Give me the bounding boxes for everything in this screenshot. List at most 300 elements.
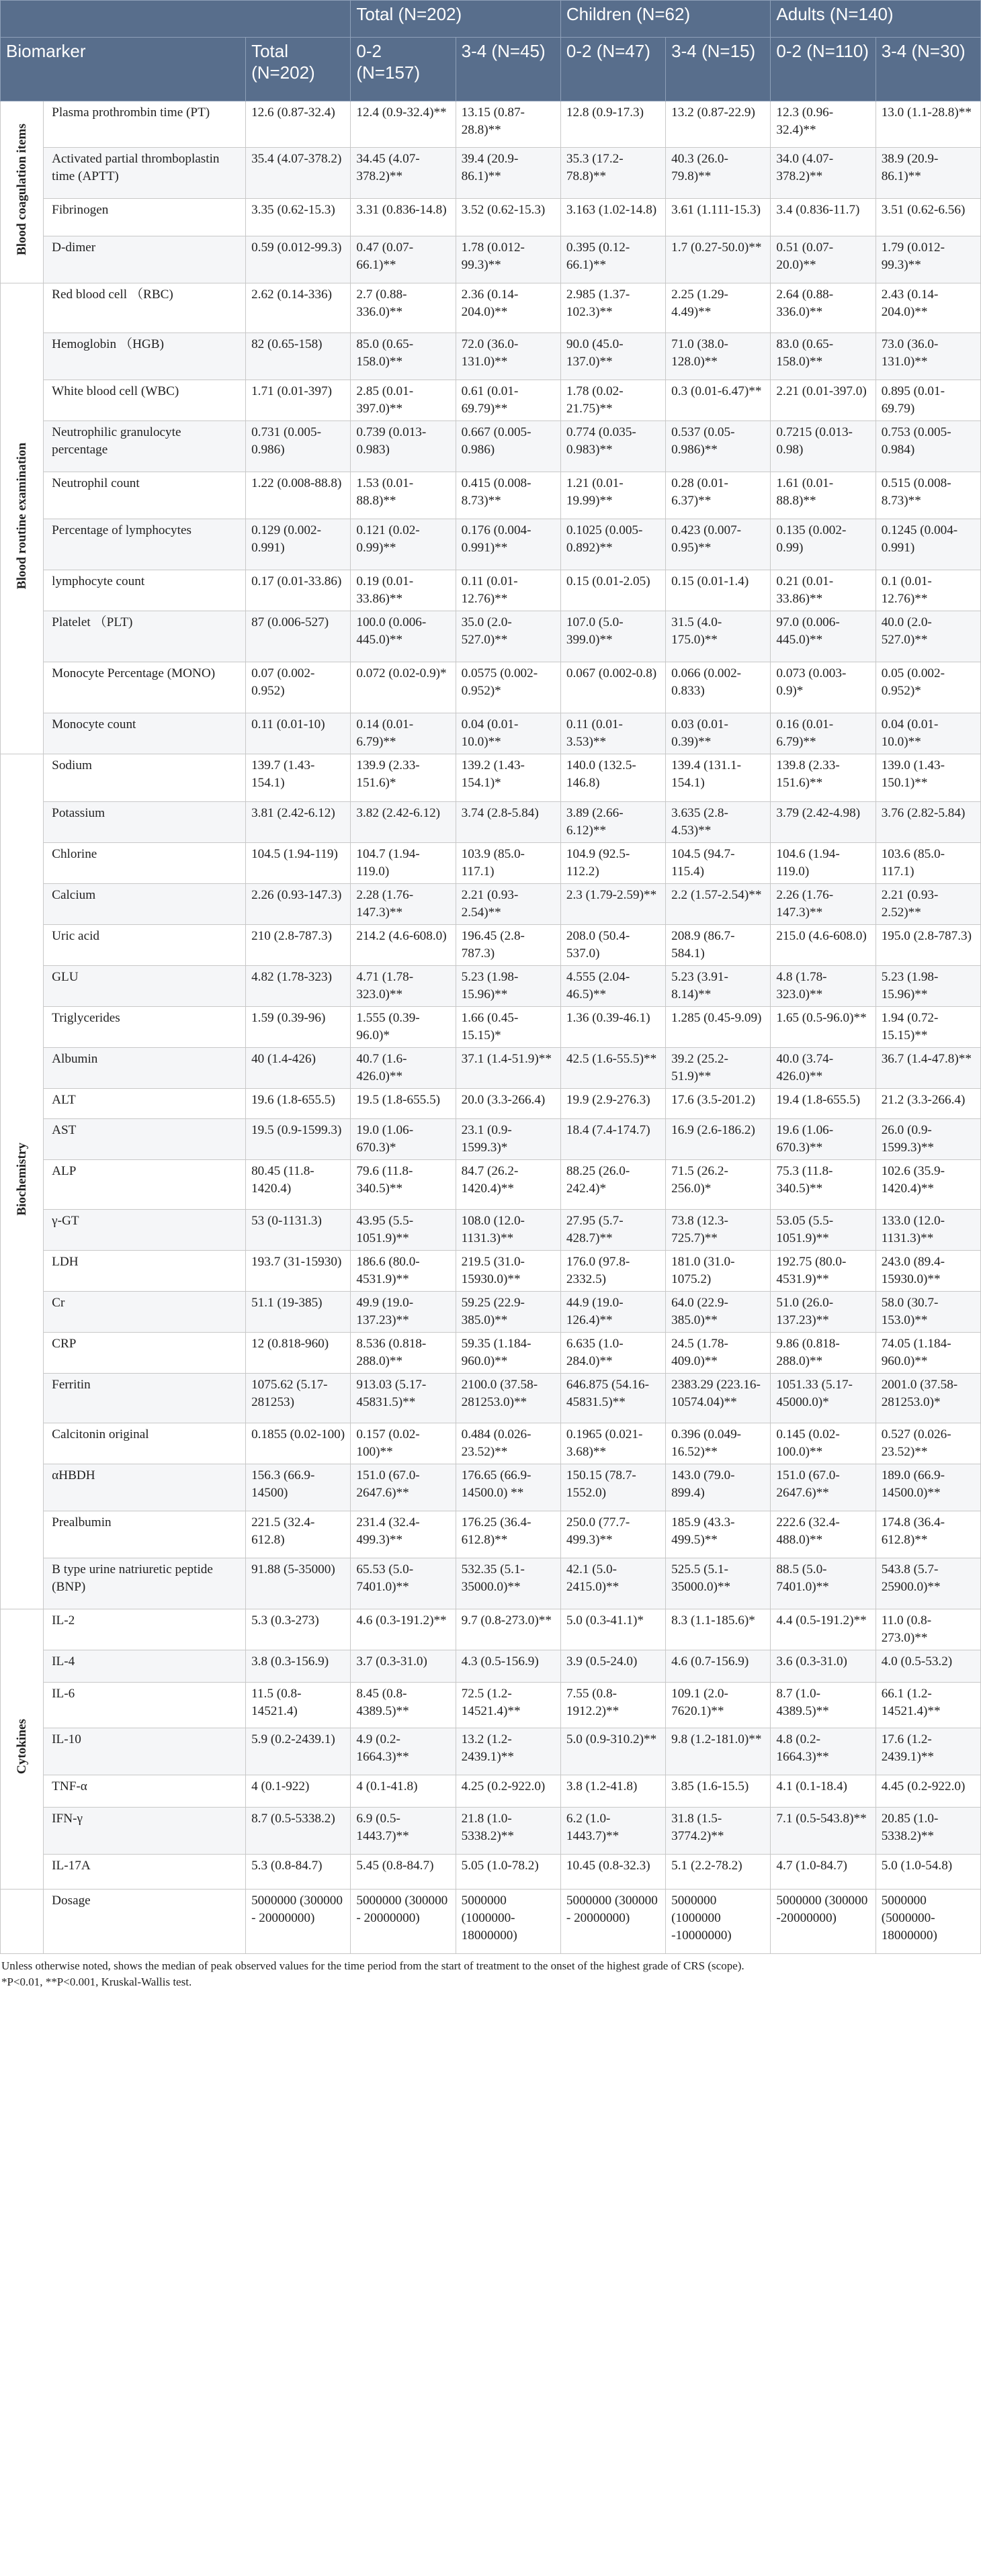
value-cell: 84.7 (26.2-1420.4)** [456,1160,560,1210]
value-cell: 0.667 (0.005-0.986) [456,421,560,472]
biomarker-name: IL-4 [44,1650,246,1683]
value-cell: 19.5 (0.9-1599.3) [246,1119,351,1160]
dosage-group-cell [1,1890,44,1954]
value-cell: 102.6 (35.9-1420.4)** [876,1160,980,1210]
value-cell: 51.1 (19-385) [246,1292,351,1333]
value-cell: 1.66 (0.45-15.15)* [456,1007,560,1048]
value-cell: 2.28 (1.76-147.3)** [351,884,456,925]
value-cell: 139.9 (2.33-151.6)* [351,754,456,802]
biomarker-name: Ferritin [44,1374,246,1423]
value-cell: 0.527 (0.026-23.52)** [876,1423,980,1464]
biomarker-name: D-dimer [44,236,246,283]
biomarker-name: Triglycerides [44,1007,246,1048]
group-label: Cytokines [14,1718,29,1775]
value-cell: 156.3 (66.9-14500) [246,1464,351,1511]
value-cell: 40.0 (2.0-527.0)** [876,611,980,662]
value-cell: 13.2 (1.2-2439.1)** [456,1728,560,1775]
value-cell: 66.1 (1.2-14521.4)** [876,1683,980,1728]
value-cell: 143.0 (79.0-899.4) [666,1464,771,1511]
value-cell: 104.5 (94.7-115.4) [666,843,771,884]
value-cell: 2.62 (0.14-336) [246,283,351,333]
table-row [1,199,981,236]
biomarker-name: Plasma prothrombin time (PT) [44,101,246,148]
value-cell: 0.739 (0.013-0.983) [351,421,456,472]
value-cell: 0.11 (0.01-10) [246,713,351,754]
value-cell: 3.51 (0.62-6.56) [876,199,980,236]
value-cell: 0.731 (0.005-0.986) [246,421,351,472]
value-cell: 139.4 (131.1-154.1) [666,754,771,802]
value-cell: 0.28 (0.01-6.37)** [666,472,771,519]
table-row [1,283,981,333]
value-cell: 250.0 (77.7-499.3)** [560,1511,665,1558]
value-cell: 53.05 (5.5-1051.9)** [771,1210,876,1251]
value-cell: 3.7 (0.3-31.0) [351,1650,456,1683]
value-cell: 19.4 (1.8-655.5) [771,1089,876,1119]
table-row [1,333,981,380]
value-cell: 1.78 (0.012-99.3)** [456,236,560,283]
dosage-value-cell: 5000000 (1000000-18000000) [456,1890,560,1954]
value-cell: 49.9 (19.0-137.23)** [351,1292,456,1333]
value-cell: 35.4 (4.07-378.2) [246,148,351,199]
value-cell: 20.0 (3.3-266.4) [456,1089,560,1119]
table-row [1,713,981,754]
value-cell: 103.6 (85.0-117.1) [876,843,980,884]
value-cell: 139.0 (1.43-150.1)** [876,754,980,802]
value-cell: 40 (1.4-426) [246,1048,351,1089]
value-cell: 176.0 (97.8-2332.5) [560,1251,665,1292]
value-cell: 2.985 (1.37-102.3)** [560,283,665,333]
value-cell: 3.79 (2.42-4.98) [771,802,876,843]
value-cell: 0.176 (0.004-0.991)** [456,519,560,570]
header-total-group: Total (N=202) [351,1,561,38]
value-cell: 189.0 (66.9-14500.0)** [876,1464,980,1511]
biomarker-name: ALT [44,1089,246,1119]
value-cell: 5.23 (3.91-8.14)** [666,966,771,1007]
value-cell: 0.0575 (0.002-0.952)* [456,662,560,713]
value-cell: 1.78 (0.02-21.75)** [560,380,665,421]
table-body [1,101,981,1954]
value-cell: 0.47 (0.07-66.1)** [351,236,456,283]
value-cell: 243.0 (89.4-15930.0)** [876,1251,980,1292]
biomarker-name: IL-17A [44,1855,246,1890]
value-cell: 8.7 (1.0-4389.5)** [771,1683,876,1728]
header-adults-group: Adults (N=140) [771,1,981,38]
value-cell: 3.61 (1.111-15.3) [666,199,771,236]
value-cell: 2.7 (0.88-336.0)** [351,283,456,333]
value-cell: 91.88 (5-35000) [246,1558,351,1609]
value-cell: 1.65 (0.5-96.0)** [771,1007,876,1048]
value-cell: 0.15 (0.01-1.4) [666,570,771,611]
biomarker-name: Percentage of lymphocytes [44,519,246,570]
value-cell: 1.79 (0.012-99.3)** [876,236,980,283]
value-cell: 4.82 (1.78-323) [246,966,351,1007]
value-cell: 4.25 (0.2-922.0) [456,1775,560,1808]
value-cell: 0.066 (0.002-0.833) [666,662,771,713]
value-cell: 34.0 (4.07-378.2)** [771,148,876,199]
value-cell: 0.51 (0.07-20.0)** [771,236,876,283]
value-cell: 12.8 (0.9-17.3) [560,101,665,148]
table-row [1,1007,981,1048]
value-cell: 0.396 (0.049-16.52)** [666,1423,771,1464]
value-cell: 0.145 (0.02-100.0)** [771,1423,876,1464]
value-cell: 133.0 (12.0-1131.3)** [876,1210,980,1251]
biomarker-name: Neutrophil count [44,472,246,519]
value-cell: 17.6 (1.2-2439.1)** [876,1728,980,1775]
value-cell: 1.94 (0.72-15.15)** [876,1007,980,1048]
value-cell: 4.9 (0.2-1664.3)** [351,1728,456,1775]
value-cell: 17.6 (3.5-201.2) [666,1089,771,1119]
biomarker-name: White blood cell (WBC) [44,380,246,421]
value-cell: 104.5 (1.94-119) [246,843,351,884]
biomarker-name: Prealbumin [44,1511,246,1558]
value-cell: 3.8 (1.2-41.8) [560,1775,665,1808]
value-cell: 4 (0.1-922) [246,1775,351,1808]
table-row [1,1119,981,1160]
value-cell: 195.0 (2.8-787.3) [876,925,980,966]
value-cell: 72.0 (36.0-131.0)** [456,333,560,380]
value-cell: 532.35 (5.1-35000.0)** [456,1558,560,1609]
value-cell: 0.59 (0.012-99.3) [246,236,351,283]
value-cell: 18.4 (7.4-174.7) [560,1119,665,1160]
header-col-children-0-2: 0-2 (N=47) [560,38,665,101]
value-cell: 2.85 (0.01-397.0)** [351,380,456,421]
value-cell: 79.6 (11.8-340.5)** [351,1160,456,1210]
value-cell: 4.3 (0.5-156.9) [456,1650,560,1683]
value-cell: 0.072 (0.02-0.9)* [351,662,456,713]
dosage-row [1,1890,981,1954]
value-cell: 0.07 (0.002-0.952) [246,662,351,713]
value-cell: 0.7215 (0.013-0.98) [771,421,876,472]
value-cell: 0.067 (0.002-0.8) [560,662,665,713]
value-cell: 82 (0.65-158) [246,333,351,380]
value-cell: 9.7 (0.8-273.0)** [456,1609,560,1650]
value-cell: 192.75 (80.0-4531.9)** [771,1251,876,1292]
value-cell: 21.2 (3.3-266.4) [876,1089,980,1119]
biomarker-name: Cr [44,1292,246,1333]
table-row [1,1464,981,1511]
value-cell: 53 (0-1131.3) [246,1210,351,1251]
value-cell: 44.9 (19.0-126.4)** [560,1292,665,1333]
biomarker-name: Fibrinogen [44,199,246,236]
value-cell: 12.6 (0.87-32.4) [246,101,351,148]
value-cell: 196.45 (2.8-787.3) [456,925,560,966]
value-cell: 210 (2.8-787.3) [246,925,351,966]
value-cell: 58.0 (30.7-153.0)** [876,1292,980,1333]
value-cell: 19.6 (1.06-670.3)** [771,1119,876,1160]
value-cell: 13.2 (0.87-22.9) [666,101,771,148]
value-cell: 5.45 (0.8-84.7) [351,1855,456,1890]
value-cell: 5.23 (1.98-15.96)** [876,966,980,1007]
value-cell: 4.1 (0.1-18.4) [771,1775,876,1808]
value-cell: 150.15 (78.7-1552.0) [560,1464,665,1511]
header-col-total: Total (N=202) [246,38,351,101]
table-row [1,611,981,662]
value-cell: 4.0 (0.5-53.2) [876,1650,980,1683]
value-cell: 104.6 (1.94-119.0) [771,843,876,884]
value-cell: 0.1965 (0.021-3.68)** [560,1423,665,1464]
value-cell: 40.3 (26.0-79.8)** [666,148,771,199]
table-row [1,1423,981,1464]
header-col-adults-3-4: 3-4 (N=30) [876,38,980,101]
value-cell: 34.45 (4.07-378.2)** [351,148,456,199]
group-label-cell [1,101,44,283]
value-cell: 140.0 (132.5-146.8) [560,754,665,802]
value-cell: 107.0 (5.0-399.0)** [560,611,665,662]
biomarker-name: AST [44,1119,246,1160]
value-cell: 3.76 (2.82-5.84) [876,802,980,843]
value-cell: 43.95 (5.5-1051.9)** [351,1210,456,1251]
group-label: Blood routine examination [14,442,29,590]
value-cell: 2.3 (1.79-2.59)** [560,884,665,925]
value-cell: 40.0 (3.74-426.0)** [771,1048,876,1089]
dosage-value-cell: 5000000 (300000 - 20000000) [351,1890,456,1954]
table-row [1,802,981,843]
value-cell: 6.2 (1.0-1443.7)** [560,1808,665,1855]
value-cell: 90.0 (45.0-137.0)** [560,333,665,380]
value-cell: 176.65 (66.9-14500.0) ** [456,1464,560,1511]
value-cell: 0.04 (0.01-10.0)** [456,713,560,754]
table-row [1,1292,981,1333]
biomarker-name: αHBDH [44,1464,246,1511]
biomarker-name: IL-2 [44,1609,246,1650]
value-cell: 3.35 (0.62-15.3) [246,199,351,236]
value-cell: 10.45 (0.8-32.3) [560,1855,665,1890]
value-cell: 139.8 (2.33-151.6)** [771,754,876,802]
value-cell: 4.8 (0.2-1664.3)** [771,1728,876,1775]
value-cell: 0.11 (0.01-12.76)** [456,570,560,611]
value-cell: 19.6 (1.8-655.5) [246,1089,351,1119]
value-cell: 39.4 (20.9-86.1)** [456,148,560,199]
value-cell: 139.7 (1.43-154.1) [246,754,351,802]
biomarker-name: LDH [44,1251,246,1292]
value-cell: 2.43 (0.14-204.0)** [876,283,980,333]
table-row [1,754,981,802]
table-row [1,1160,981,1210]
value-cell: 0.423 (0.007-0.95)** [666,519,771,570]
value-cell: 4.71 (1.78-323.0)** [351,966,456,1007]
table-row [1,662,981,713]
value-cell: 0.14 (0.01-6.79)** [351,713,456,754]
value-cell: 185.9 (43.3-499.5)** [666,1511,771,1558]
value-cell: 24.5 (1.78-409.0)** [666,1333,771,1374]
value-cell: 221.5 (32.4-612.8) [246,1511,351,1558]
value-cell: 151.0 (67.0-2647.6)** [771,1464,876,1511]
biomarker-name: GLU [44,966,246,1007]
value-cell: 109.1 (2.0-7620.1)** [666,1683,771,1728]
value-cell: 12.3 (0.96-32.4)** [771,101,876,148]
value-cell: 3.89 (2.66-6.12)** [560,802,665,843]
value-cell: 0.415 (0.008-8.73)** [456,472,560,519]
value-cell: 0.16 (0.01-6.79)** [771,713,876,754]
value-cell: 3.6 (0.3-31.0) [771,1650,876,1683]
value-cell: 176.25 (36.4-612.8)** [456,1511,560,1558]
value-cell: 4.4 (0.5-191.2)** [771,1609,876,1650]
value-cell: 108.0 (12.0-1131.3)** [456,1210,560,1251]
biomarker-name: Red blood cell （RBC) [44,283,246,333]
table-row [1,1855,981,1890]
biomarker-name: IL-10 [44,1728,246,1775]
biomarker-name: lymphocyte count [44,570,246,611]
biomarker-name: Chlorine [44,843,246,884]
value-cell: 59.25 (22.9-385.0)** [456,1292,560,1333]
value-cell: 8.3 (1.1-185.6)* [666,1609,771,1650]
value-cell: 3.163 (1.02-14.8) [560,199,665,236]
value-cell: 0.135 (0.002-0.99) [771,519,876,570]
value-cell: 37.1 (1.4-51.9)** [456,1048,560,1089]
value-cell: 0.11 (0.01-3.53)** [560,713,665,754]
value-cell: 2.21 (0.93-2.52)** [876,884,980,925]
value-cell: 8.536 (0.818-288.0)** [351,1333,456,1374]
value-cell: 11.0 (0.8-273.0)** [876,1609,980,1650]
table-row [1,1374,981,1423]
biomarker-name: Uric acid [44,925,246,966]
table-row [1,1683,981,1728]
footnote-significance: *P<0.01, **P<0.001, Kruskal-Wallis test. [1,1975,192,1988]
dosage-value-cell: 5000000 (300000 - 20000000) [560,1890,665,1954]
table-row [1,1558,981,1609]
table-row [1,1210,981,1251]
header-children-group: Children (N=62) [560,1,771,38]
value-cell: 2.64 (0.88-336.0)** [771,283,876,333]
value-cell: 2.25 (1.29-4.49)** [666,283,771,333]
value-cell: 5.9 (0.2-2439.1) [246,1728,351,1775]
value-cell: 11.5 (0.8-14521.4) [246,1683,351,1728]
table-row [1,519,981,570]
biomarker-name: Calcitonin original [44,1423,246,1464]
value-cell: 42.5 (1.6-55.5)** [560,1048,665,1089]
value-cell: 5.0 (1.0-54.8) [876,1855,980,1890]
table-row [1,1333,981,1374]
value-cell: 4.6 (0.7-156.9) [666,1650,771,1683]
value-cell: 9.86 (0.818-288.0)** [771,1333,876,1374]
table-row [1,843,981,884]
table-row [1,925,981,966]
value-cell: 31.8 (1.5-3774.2)** [666,1808,771,1855]
value-cell: 646.875 (54.16-45831.5)** [560,1374,665,1423]
value-cell: 104.9 (92.5-112.2) [560,843,665,884]
value-cell: 9.8 (1.2-181.0)** [666,1728,771,1775]
value-cell: 4.45 (0.2-922.0) [876,1775,980,1808]
value-cell: 0.484 (0.026-23.52)** [456,1423,560,1464]
value-cell: 2001.0 (37.58-281253.0)* [876,1374,980,1423]
value-cell: 219.5 (31.0-15930.0)** [456,1251,560,1292]
value-cell: 1.36 (0.39-46.1) [560,1007,665,1048]
value-cell: 151.0 (67.0-2647.6)** [351,1464,456,1511]
value-cell: 1.21 (0.01-19.99)** [560,472,665,519]
value-cell: 0.03 (0.01-0.39)** [666,713,771,754]
value-cell: 0.04 (0.01-10.0)** [876,713,980,754]
value-cell: 103.9 (85.0-117.1) [456,843,560,884]
value-cell: 3.8 (0.3-156.9) [246,1650,351,1683]
value-cell: 0.515 (0.008-8.73)** [876,472,980,519]
dosage-value-cell: 5000000 (5000000-18000000) [876,1890,980,1954]
table-header [1,1,981,101]
value-cell: 19.9 (2.9-276.3) [560,1089,665,1119]
group-label: Biochemistry [14,1142,29,1216]
value-cell: 7.1 (0.5-543.8)** [771,1808,876,1855]
value-cell: 19.0 (1.06-670.3)* [351,1119,456,1160]
value-cell: 31.5 (4.0-175.0)** [666,611,771,662]
value-cell: 27.95 (5.7-428.7)** [560,1210,665,1251]
value-cell: 1.59 (0.39-96) [246,1007,351,1048]
value-cell: 7.55 (0.8-1912.2)** [560,1683,665,1728]
biomarker-name: Potassium [44,802,246,843]
value-cell: 35.3 (17.2-78.8)** [560,148,665,199]
dosage-label: Dosage [44,1890,246,1954]
value-cell: 23.1 (0.9-1599.3)* [456,1119,560,1160]
value-cell: 193.7 (31-15930) [246,1251,351,1292]
value-cell: 12 (0.818-960) [246,1333,351,1374]
value-cell: 174.8 (36.4-612.8)** [876,1511,980,1558]
table-row [1,236,981,283]
biomarker-name: Monocyte Percentage (MONO) [44,662,246,713]
value-cell: 1.61 (0.01-88.8)** [771,472,876,519]
value-cell: 208.9 (86.7-584.1) [666,925,771,966]
table-row [1,1251,981,1292]
biomarker-name: Hemoglobin （HGB) [44,333,246,380]
value-cell: 0.61 (0.01-69.79)** [456,380,560,421]
value-cell: 3.74 (2.8-5.84) [456,802,560,843]
value-cell: 3.85 (1.6-15.5) [666,1775,771,1808]
value-cell: 5.0 (0.3-41.1)* [560,1609,665,1650]
value-cell: 0.05 (0.002-0.952)* [876,662,980,713]
value-cell: 3.82 (2.42-6.12) [351,802,456,843]
header-biomarker: Biomarker [1,38,246,101]
value-cell: 0.774 (0.035-0.983)** [560,421,665,472]
group-label-cell [1,1609,44,1890]
value-cell: 3.9 (0.5-24.0) [560,1650,665,1683]
value-cell: 80.45 (11.8-1420.4) [246,1160,351,1210]
value-cell: 0.1855 (0.02-100) [246,1423,351,1464]
value-cell: 21.8 (1.0-5338.2)** [456,1808,560,1855]
value-cell: 1.22 (0.008-88.8) [246,472,351,519]
dosage-value-cell: 5000000 (1000000 -10000000) [666,1890,771,1954]
value-cell: 16.9 (2.6-186.2) [666,1119,771,1160]
biomarker-name: Activated partial thromboplastin time (APTT) [44,148,246,199]
value-cell: 2383.29 (223.16-10574.04)** [666,1374,771,1423]
table-row [1,101,981,148]
value-cell: 13.15 (0.87-28.8)** [456,101,560,148]
header-col-total-3-4: 3-4 (N=45) [456,38,560,101]
value-cell: 2.36 (0.14-204.0)** [456,283,560,333]
value-cell: 0.395 (0.12-66.1)** [560,236,665,283]
value-cell: 88.5 (5.0-7401.0)** [771,1558,876,1609]
value-cell: 51.0 (26.0-137.23)** [771,1292,876,1333]
header-col-children-3-4: 3-4 (N=15) [666,38,771,101]
value-cell: 97.0 (0.006-445.0)** [771,611,876,662]
table-row [1,1048,981,1089]
table-row [1,472,981,519]
value-cell: 1.285 (0.45-9.09) [666,1007,771,1048]
dosage-value-cell: 5000000 (300000 - 20000000) [246,1890,351,1954]
table-row [1,1089,981,1119]
value-cell: 2.26 (1.76-147.3)** [771,884,876,925]
table-row [1,966,981,1007]
value-cell: 3.81 (2.42-6.12) [246,802,351,843]
value-cell: 13.0 (1.1-28.8)** [876,101,980,148]
table-row [1,1511,981,1558]
value-cell: 913.03 (5.17-45831.5)** [351,1374,456,1423]
value-cell: 0.073 (0.003-0.9)* [771,662,876,713]
value-cell: 5.05 (1.0-78.2) [456,1855,560,1890]
value-cell: 12.4 (0.9-32.4)** [351,101,456,148]
value-cell: 65.53 (5.0-7401.0)** [351,1558,456,1609]
value-cell: 0.17 (0.01-33.86) [246,570,351,611]
table-row [1,421,981,472]
value-cell: 0.537 (0.05-0.986)** [666,421,771,472]
value-cell: 1051.33 (5.17-45000.0)* [771,1374,876,1423]
value-cell: 4.555 (2.04-46.5)** [560,966,665,1007]
